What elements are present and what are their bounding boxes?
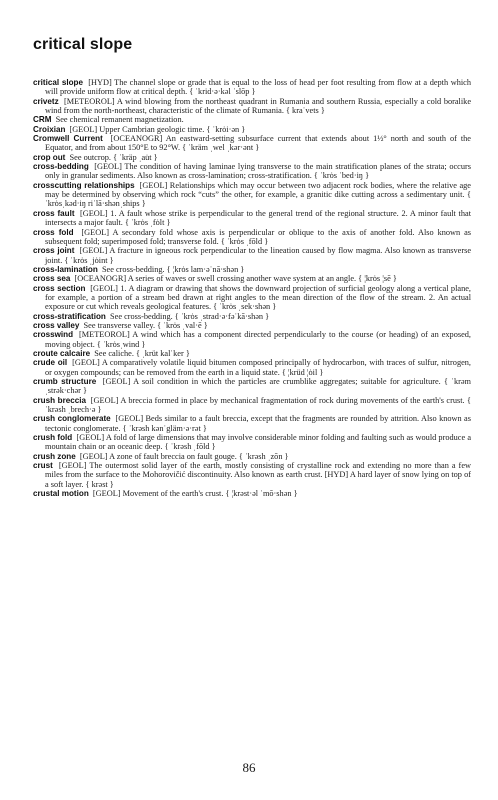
page-number: 86: [242, 760, 256, 775]
entry-term: critical slope: [33, 78, 84, 87]
entry: [33, 452, 471, 461]
entry: [33, 246, 471, 265]
entry: [33, 358, 471, 377]
entry: [33, 433, 471, 452]
entry: [33, 153, 471, 162]
running-header: critical slope: [33, 36, 133, 53]
entry-definition: [OCEANOGR] A series of waves or swell crossing another wave system at an angle. { ¦krȯs ¦sē }: [74, 274, 397, 284]
entry: [33, 125, 471, 134]
entry-term: crustal motion: [33, 489, 89, 499]
entry: [33, 78, 471, 97]
entry-definition: [HYD] The channel slope or grade that is equal to the loss of head per foot resulting from flow at a depth which will provide uniform flow at critical depth. { ˈkrid·ə·kəl ˈslōp }: [45, 78, 471, 97]
entry-definition: [GEOL] Upper Cambrian geologic time. { ˈkrȯi·ən }: [69, 124, 246, 134]
entry-definition: [GEOL] A zone of fault breccia on fault gouge. { ˈkrəsh ˌzōn }: [79, 451, 289, 461]
entry: [33, 377, 471, 396]
entry: [33, 265, 471, 274]
entry: [33, 134, 471, 153]
entry: [33, 115, 471, 124]
entry: [33, 461, 471, 489]
entry-term: cross fold: [33, 227, 74, 237]
entry-definition: See caliche. { ˌkrüt kalˈker }: [94, 348, 190, 358]
entry: [33, 162, 471, 181]
entry-term: crush conglomerate: [33, 414, 111, 424]
entry-definition: [GEOL] The condition of having laminae lying transverse to the main stratification planes of the strata; occurs only in granular sediments. Also known as cross-lamination; cross-stratification. { ˈkrȯs ˈbed·iŋ }: [45, 162, 471, 181]
entry-definition: [GEOL] A secondary fold whose axis is perpendicular or oblique to the axis of another fold. Also known as subsequent fold; superimposed fold; transverse fold. { ˈkrȯs ˌfōld }: [45, 227, 471, 246]
entry-definition: [METEOROL] A wind blowing from the northeast quadrant in Rumania and southern Russia, especially a cold boralike wind from the north-northeast, characteristic of the climate of Rumania. { kraˈvets }: [45, 96, 471, 116]
entry-definition: See cross-bedding. { ¦krȯs lam·əˈnā·shən }: [101, 264, 245, 274]
entry: [33, 181, 471, 209]
entry-term: cross-lamination: [33, 264, 98, 274]
entry: [33, 349, 471, 358]
entry: [33, 97, 471, 116]
entry-definition: See chemical remanent magnetization.: [55, 115, 184, 125]
entry-term: crumb structure: [33, 377, 97, 386]
entry-term: crosswind: [33, 330, 74, 340]
entry-definition: [GEOL] A fold of large dimensions that may involve considerable minor folding and faulting such as would produce a mountain chain or an oceanic deep. { ˈkrəsh ˌfōld }: [45, 433, 471, 452]
entry-term: cross valley: [33, 320, 80, 330]
entry-list: [33, 78, 471, 498]
entry: [33, 489, 471, 498]
entry-definition: [GEOL] 1. A fault whose strike is perpendicular to the general trend of the regional structure. 2. A minor fault that intersects a major fault. { ˈkrȯs ˌfȯlt }: [45, 208, 471, 228]
entry-definition: See transverse valley. { ˈkrȯs ˌval·ē }: [83, 320, 208, 330]
entry-definition: [GEOL] A comparatively volatile liquid bitumen composed principally of hydrocarbon, with traces of sulfur, nitrogen, or oxygen compounds; can be removed from the earth in a liquid state. { ¦krüd ¦ȯil }: [45, 358, 472, 377]
entry-term: crude oil: [33, 358, 68, 368]
entry: [33, 284, 471, 312]
entry-term: Cromwell Current: [33, 134, 103, 144]
entry-definition: [GEOL] A breccia formed in place by mechanical fragmentation of rock during movements of the earth's crust. { ˈkrəsh ˌbrech·ə }: [45, 395, 471, 415]
entry-term: crush fold: [33, 433, 73, 443]
entry-definition: [GEOL] The outermost solid layer of the earth, mostly consisting of crystalline rock and extending no more than a few miles from the surface to the Mohorovičić discontinuity. Also known as earth crust. [HYD] A hard layer of snow lying on top of a soft layer. { krəst }: [45, 461, 471, 489]
entry: [33, 274, 471, 283]
entry: [33, 209, 471, 228]
entry-definition: [OCEANOGR] An eastward-setting subsurface current that extends about 1½° north and south of the Equator, and from about 150°E to 92°W. { ˈkräm ˌwel ˌkər·ənt }: [45, 134, 471, 153]
entry-definition: [GEOL] A soil condition in which the particles are crumblike aggregates; suitable for agriculture. { ˈkrəm ˌstrək·chər }: [45, 377, 471, 396]
entry-definition: [GEOL] Relationships which may occur between two adjacent rock bodies, where the relative age may be determined by observing which rock “cuts” the other, for example, a granitic dike cutting across a sedimentary unit. { ˈkrȯsˌkəd·iŋ riˈlā·shənˌships }: [45, 180, 471, 209]
entry-definition: See cross-bedding. { ˈkrȯs ˌstrad·ə·fəˈkā·shən }: [110, 311, 270, 321]
entry-term: cross joint: [33, 246, 75, 256]
entry-term: crivetz: [33, 96, 59, 106]
entry-definition: [METEOROL] A wind which has a component directed perpendicularly to the course (or heading) of an exposed, moving object. { ˈkrȯsˌwind }: [45, 330, 471, 349]
entry-definition: [GEOL] Movement of the earth's crust. { ¦krəst·əl ˈmō·shən }: [92, 489, 298, 499]
entry-term: cross-stratification: [33, 311, 106, 321]
entry-term: Croixian: [33, 124, 66, 134]
entry: [33, 330, 471, 349]
entry: [33, 321, 471, 330]
entry-term: crust: [33, 461, 53, 471]
entry-term: crop out: [33, 152, 66, 162]
entry: [33, 228, 471, 247]
entry-term: cross section: [33, 283, 86, 293]
entry-definition: [GEOL] 1. A diagram or drawing that shows the downward projection of surficial geology along a vertical plane, for example, a portion of a stream bed drawn at right angles to the mean direction of the flow of the stream. 2. An actual exposure or cut which reveals geological features. { ˈkrȯs ˌsek·shən }: [45, 283, 471, 312]
entry-term: croute calcaire: [33, 348, 91, 358]
entry-term: crush zone: [33, 451, 76, 461]
entry-term: cross sea: [33, 274, 71, 284]
entry-definition: [GEOL] Beds similar to a fault breccia, except that the fragments are rounded by attrition. Also known as tectonic conglomerate. { ˈkrəsh kənˈgläm·ə·rət }: [45, 414, 471, 433]
entry: [33, 312, 471, 321]
entry-term: cross fault: [33, 208, 75, 218]
entry-term: crush breccia: [33, 395, 86, 405]
entry: [33, 396, 471, 415]
entry-definition: See outcrop. { ˈkräp ˌau̇t }: [69, 152, 158, 162]
entry-term: CRM: [33, 115, 52, 125]
entry-term: crosscutting relationships: [33, 180, 135, 190]
entry-definition: [GEOL] A fracture in igneous rock perpendicular to the lineation caused by flow magma. Also known as transverse joint. { ˈkrȯs ˌjȯint }: [45, 246, 471, 265]
entry: [33, 414, 471, 433]
entry-term: cross-bedding: [33, 162, 89, 172]
